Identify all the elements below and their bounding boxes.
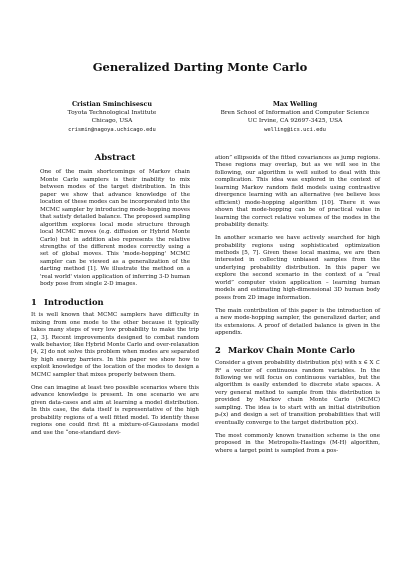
paragraph: The most commonly known transition scheme is the one proposed in the Metropolis-Hastings (M-H) algorithm, where a target point is sampled from a pos- [215, 432, 380, 454]
paragraph: ation” ellipsoids of the fitted covariances as jump regions. These regions may overlap, but as we will see in the following, our algorithm is well suited to deal with this complication. This idea was explored in the context of learning Markov random field models using contrastive divergence learning with an alternative (we believe less efficient) mode-hopping algorithm [10]. There it was shown that mode-hopping can be of practical value in learning the correct relative volumes of the modes in the probability density. [215, 155, 380, 229]
paper-title: Generalized Darting Monte Carlo [92, 60, 308, 74]
author-name: Cristian Sminchisescu [71, 100, 153, 108]
abstract-heading: Abstract [94, 153, 136, 163]
paragraph: One can imagine at least two possible scenarios where this advance knowledge is present. In one scenario we are given data-cases and aim at learning a model distribution. In this case, the data itself is representative of the high probability regions of a well fitted model. To identify these regions one could first fit a mixture-of-Gaussians model and use the “one-standard devi- [31, 384, 199, 436]
paragraph: Consider a given probability distribution p(x) with x ∈ X ⊂ Rᵈ a vector of continuous random variables. In the following we will focus on continuous variables, but the algorithm is easily extended to discrete state spaces. A very general method to sample from this distribution is provided by Markov chain Monte Carlo (MCMC) sampling. The idea is to start with an initial distribution p₀(x) and design a set of transition probabilities that will eventually converge to the target distribution p(x). [215, 360, 380, 426]
right-column [215, 155, 380, 461]
section-heading-introduction [31, 296, 199, 307]
author-email: welling@ics.uci.edu [264, 126, 326, 133]
abstract-text: One of the main shortcomings of Markov chain Monte Carlo samplers is their inability to mix between modes of the target distribution. In this paper we show that advance knowledge of the location of these modes can be incorporated into the MCMC sampler by introducing mode-hopping moves that satisfy detailed balance. The proposed sampling algorithm explores local mode structure through local MCMC moves (e.g. diffusion or Hybrid Monte Carlo) but in addition also represents the relative strengths of the different modes correctly using a set of global moves. This 'mode-hopping' MCMC sampler can be viewed as a generalization of the darting method [1]. We illustrate the method on a 'real world' vision application of inferring 3-D human body pose from single 2-D images. [40, 169, 190, 288]
left-column [31, 155, 199, 443]
author-affiliation: Toyota Technological Institute [67, 109, 157, 116]
section-title: Introduction [44, 296, 104, 307]
paragraph: It is well known that MCMC samplers have difficulty in mixing from one mode to the other because it typically takes many steps of very low probability to make the trip [2, 3]. Recent improvements designed to combat random walk behavior, like Hybrid Monte Carlo and over-relaxation [4, 2] do not solve this problem when modes are separated by high energy barriers. In this paper we show how to exploit knowledge of the location of the modes to design a MCMC sampler that mixes properly between them. [31, 312, 199, 378]
section-number: 1 [31, 296, 37, 307]
author-block-2 [210, 100, 380, 134]
section-title: Markov Chain Monte Carlo [228, 344, 355, 355]
section-heading-mcmc [215, 344, 380, 355]
author-block-1 [38, 100, 186, 134]
abstract [31, 155, 199, 289]
author-affiliation: Bren School of Information and Computer Science [220, 109, 370, 116]
section-number: 2 [215, 344, 221, 355]
author-location: UC Irvine, CA 92697-3425, USA [247, 118, 343, 125]
author-name: Max Welling [272, 100, 318, 108]
paragraph: In another scenario we have actively searched for high probability regions using sophisticated optimization methods [5, 7]. Given these local maxima, we are then interested in collecting unbiased samples from the underlying probability distribution. In this paper we explore the second scenario in the context of a “real world” computer vision application – learning human models and estimating high-dimensional 3D human body poses from 2D image information. [215, 235, 380, 301]
author-email: crismin@nagoya.uchicago.edu [68, 126, 156, 133]
paragraph: The main contribution of this paper is the introduction of a new mode-hopping sampler, the generalized darter, and its extensions. A proof of detailed balance is given in the appendix. [215, 307, 380, 337]
author-location: Chicago, USA [91, 118, 133, 125]
